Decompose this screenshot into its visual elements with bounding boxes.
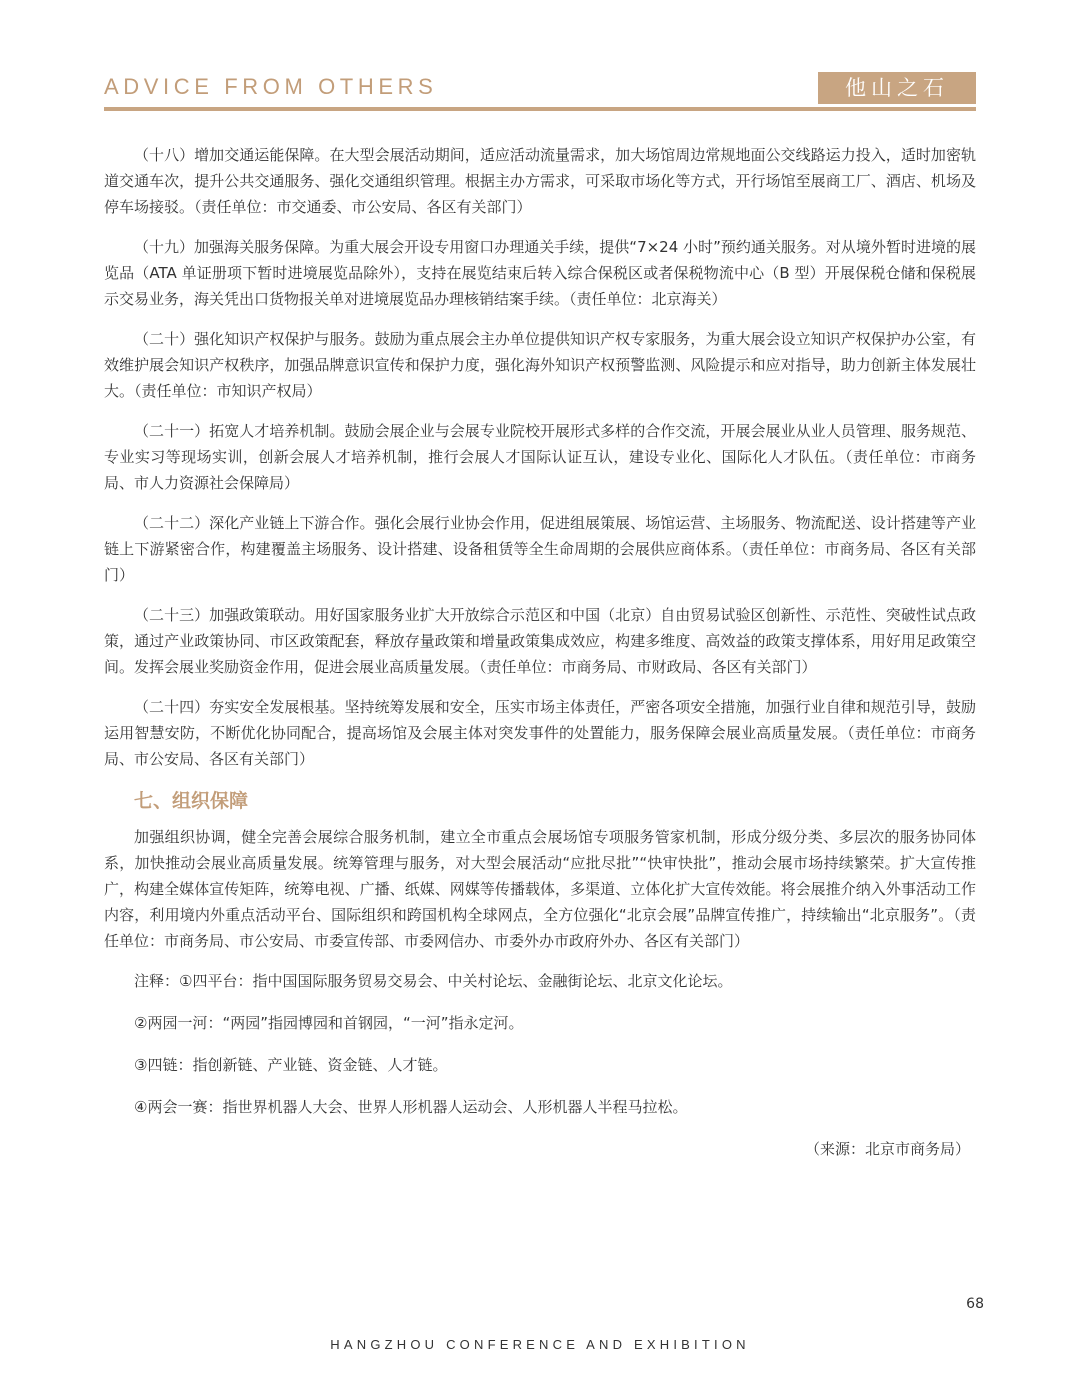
note-4: ④两会一赛：指世界机器人大会、世界人形机器人运动会、人形机器人半程马拉松。 bbox=[134, 1098, 688, 1116]
header-rule bbox=[104, 107, 976, 111]
note-1: 注释：①四平台：指中国国际服务贸易交易会、中关村论坛、金融街论坛、北京文化论坛。 bbox=[134, 972, 733, 990]
header-badge: 他山之石 bbox=[818, 72, 976, 104]
footer-title: HANGZHOU CONFERENCE AND EXHIBITION bbox=[330, 1337, 750, 1352]
section-body: 加强组织协调，健全完善会展综合服务机制，建立全市重点会展场馆专项服务管家机制，形成分级分类、多层次的服务协同体系，加快推动会展业高质量发展。统筹管理与服务，对大型会展活动“应批尽批”“快审快批”，推动会展市场持续繁荣。扩大宣传推广，构建全媒体宣传矩阵，统筹电视、广播、纸媒、网媒等传播载体，多渠道、立体化扩大宣传效能。将会展推介纳入外事活动工作内容，利用境内外重点活动平台、国际组织和跨国机构全球网点，全方位强化“北京会展”品牌宣传推广，持续输出“北京服务”。（责任单位：市商务局、市公安局、市委宣传部、市委网信办、市委外办市政府外办、各区有关部门） bbox=[104, 828, 976, 950]
paragraph-19: （十九）加强海关服务保障。为重大展会开设专用窗口办理通关手续，提供“7×24 小时”预约通关服务。对从境外暂时进境的展览品（ATA 单证册项下暂时进境展览品除外），支持在展览结束后转入综合保税区或者保税物流中心（B 型）开展保税仓储和保税展示交易业务，海关凭出口货物报关单对进境展览品办理核销结案手续。（责任单位：北京海关） bbox=[104, 238, 976, 308]
paragraph-23: （二十三）加强政策联动。用好国家服务业扩大开放综合示范区和中国（北京）自由贸易试验区创新性、示范性、突破性试点政策，通过产业政策协同、市区政策配套，释放存量政策和增量政策集成效应，构建多维度、高效益的政策支撑体系，用好用足政策空间。发挥会展业奖励资金作用，促进会展业高质量发展。（责任单位：市商务局、市财政局、各区有关部门） bbox=[104, 606, 976, 676]
paragraph-18: （十八）增加交通运能保障。在大型会展活动期间，适应活动流量需求，加大场馆周边常规地面公交线路运力投入，适时加密轨道交通车次，提升公共交通服务、强化交通组织管理。根据主办方需求，可采取市场化等方式，开行场馆至展商工厂、酒店、机场及停车场接驳。（责任单位：市交通委、市公安局、各区有关部门） bbox=[104, 146, 976, 216]
note-2: ②两园一河：“两园”指园博园和首钢园，“一河”指永定河。 bbox=[134, 1014, 524, 1032]
paragraph-24: （二十四）夯实安全发展根基。坚持统筹发展和安全，压实市场主体责任，严密各项安全措施，加强行业自律和规范引导，鼓励运用智慧安防，不断优化协同配合，提高场馆及会展主体对突发事件的处置能力，服务保障会展业高质量发展。（责任单位：市商务局、市公安局、各区有关部门） bbox=[104, 698, 976, 768]
paragraph-21: （二十一）拓宽人才培养机制。鼓励会展企业与会展专业院校开展形式多样的合作交流，开展会展业从业人员管理、服务规范、专业实习等现场实训，创新会展人才培养机制，推行会展人才国际认证互认，建设专业化、国际化人才队伍。（责任单位：市商务局、市人力资源社会保障局） bbox=[104, 422, 976, 492]
paragraph-22: （二十二）深化产业链上下游合作。强化会展行业协会作用，促进组展策展、场馆运营、主场服务、物流配送、设计搭建等产业链上下游紧密合作，构建覆盖主场服务、设计搭建、设备租赁等全生命周期的会展供应商体系。（责任单位：市商务局、各区有关部门） bbox=[104, 514, 976, 584]
note-3: ③四链：指创新链、产业链、资金链、人才链。 bbox=[134, 1056, 448, 1074]
section-heading: 七、组织保障 bbox=[134, 790, 249, 812]
article-body bbox=[104, 142, 976, 1162]
header-title: ADVICE FROM OTHERS bbox=[104, 74, 438, 99]
paragraph-20: （二十）强化知识产权保护与服务。鼓励为重点展会主办单位提供知识产权专家服务，为重大展会设立知识产权保护办公室，有效维护展会知识产权秩序，加强品牌意识宣传和保护力度，强化海外知识产权预警监测、风险提示和应对指导，助力创新主体发展壮大。（责任单位：市知识产权局） bbox=[104, 330, 976, 400]
page-number: 68 bbox=[966, 1296, 984, 1312]
source-credit: （来源：北京市商务局） bbox=[804, 1140, 970, 1158]
